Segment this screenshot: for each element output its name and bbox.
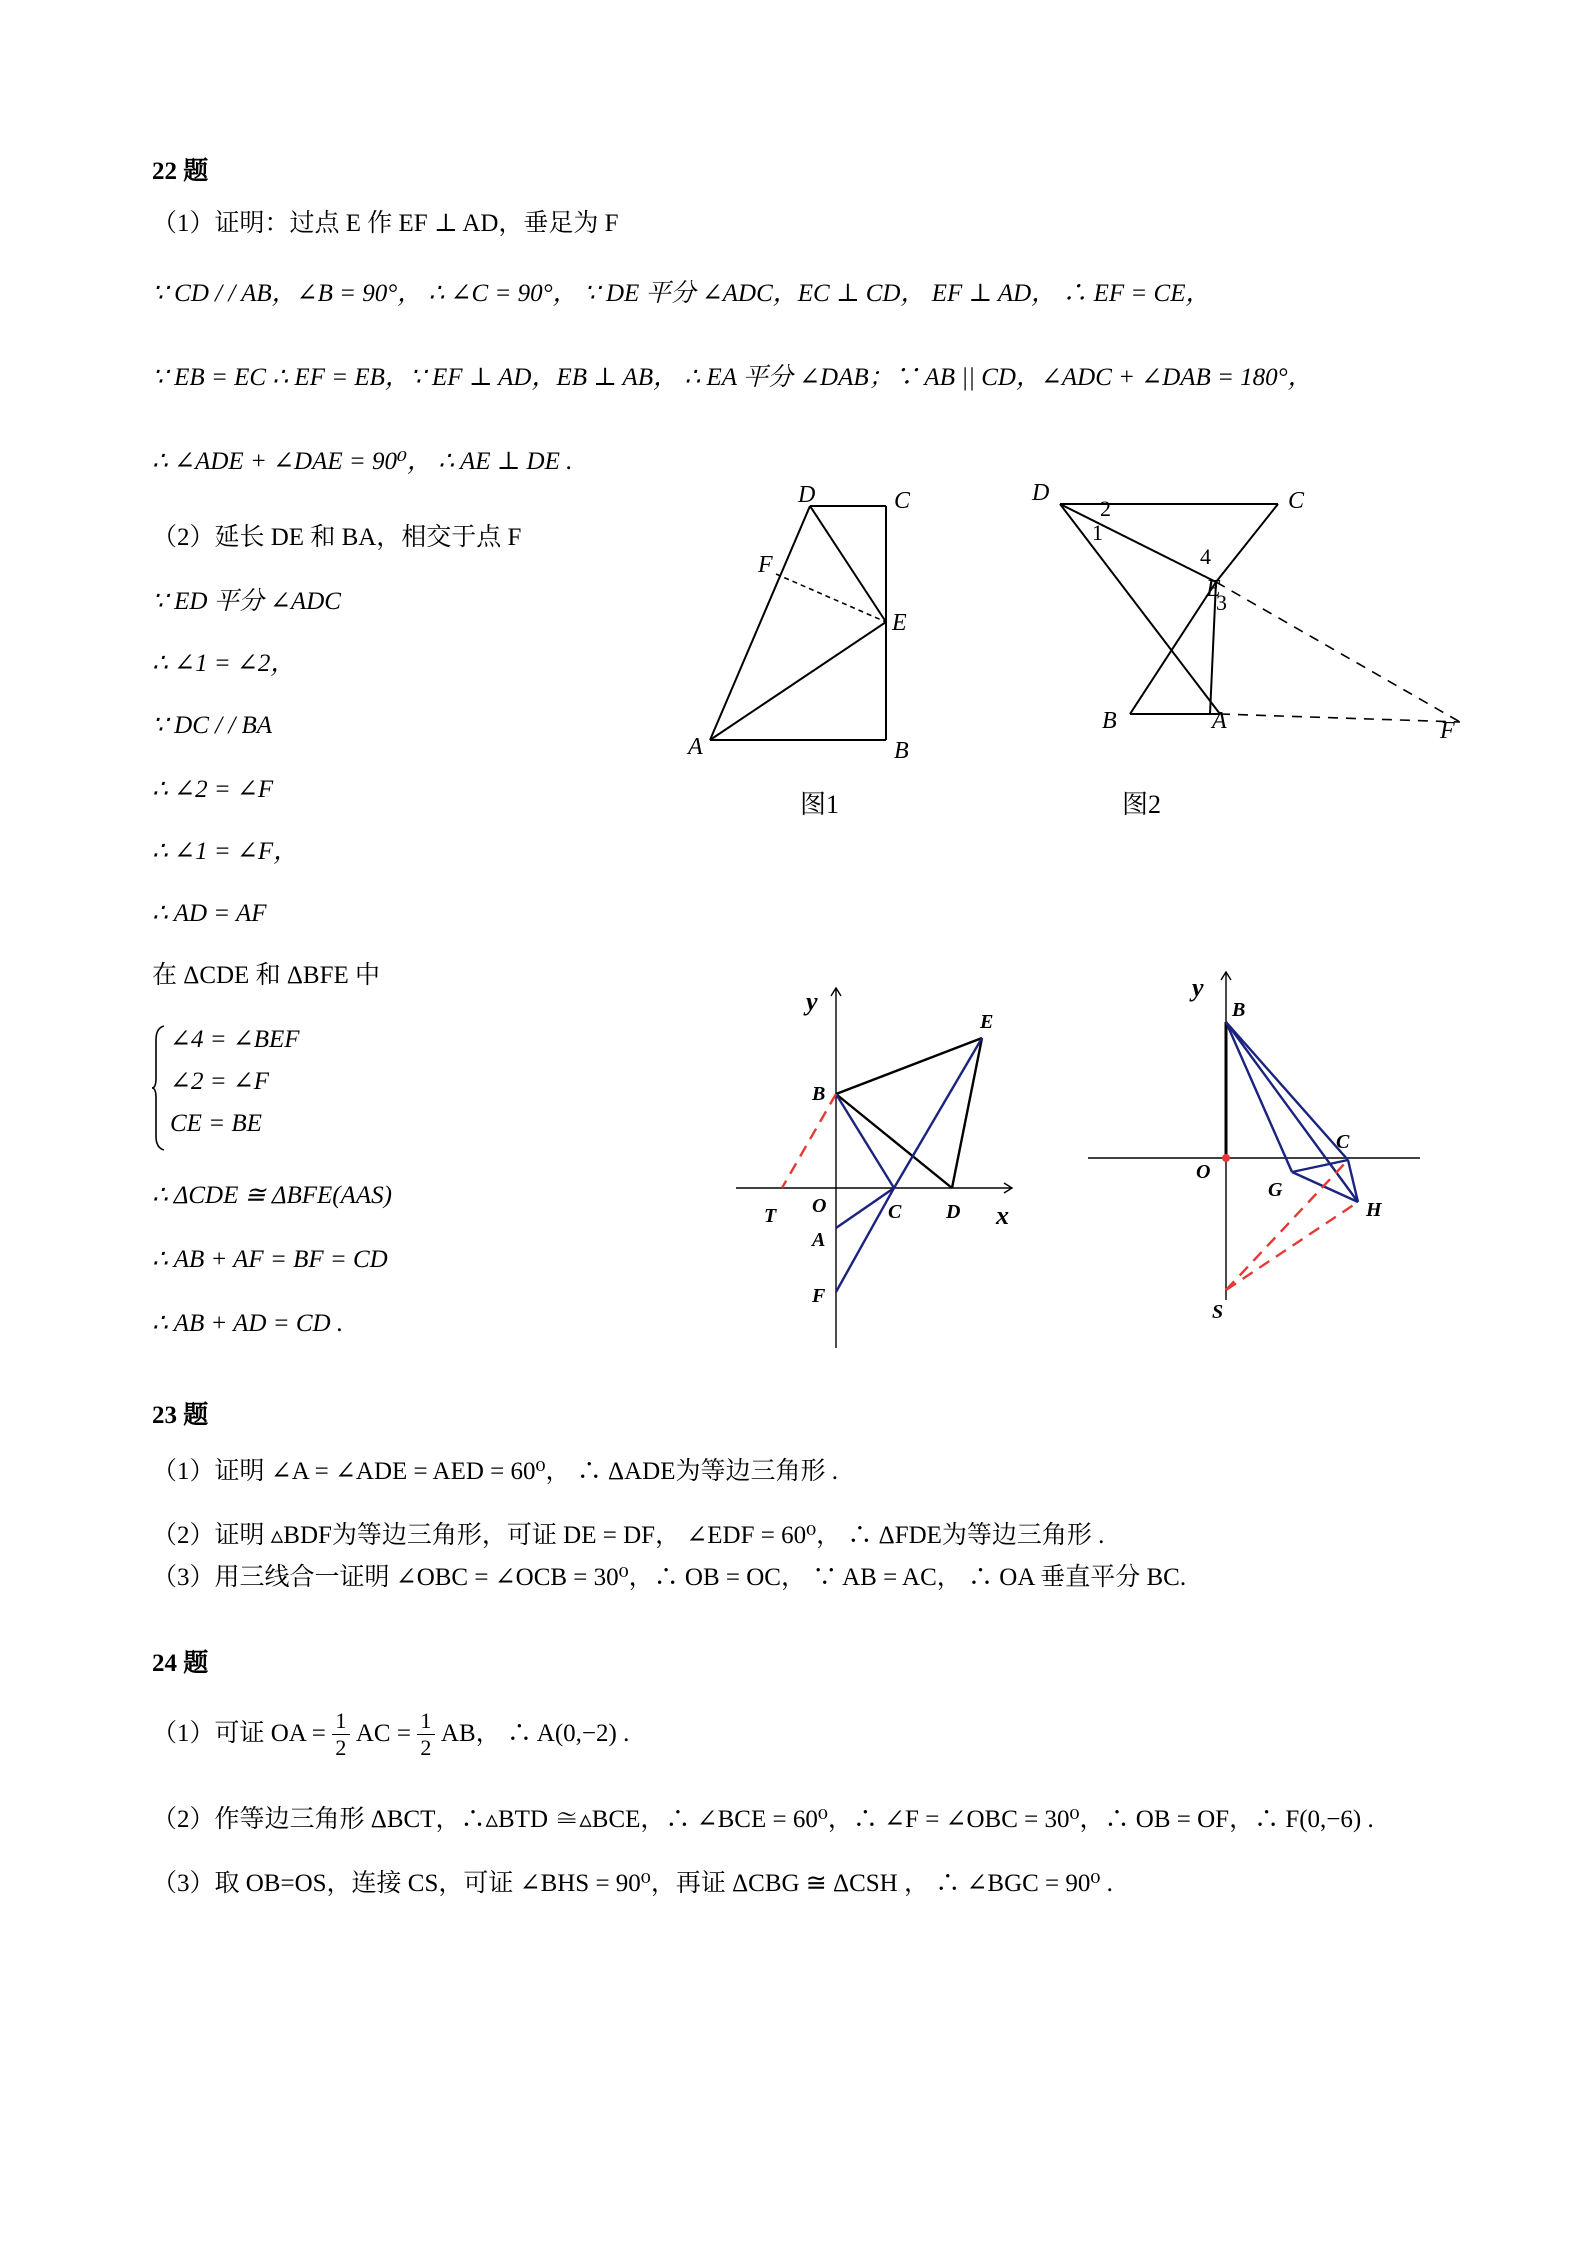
fig3-label-E: E: [980, 1011, 994, 1033]
q22-part1-intro: （1）证明：过点 E 作 EF ⊥ AD，垂足为 F: [152, 210, 619, 237]
fig2-label-D: D: [1032, 480, 1050, 506]
q22-line3: ∵ EB = EC ∴ EF = EB，∵ EF ⊥ AD，EB ⊥ AB， ∴ EA 平分 ∠DAB；∵ AB || CD，∠ADC + ∠DAB = 180°，: [152, 364, 1313, 391]
q24-line1: [152, 1700, 629, 1768]
fig2-angle-2: 2: [1100, 496, 1111, 521]
q22-step2: ∴ ∠1 = ∠2，: [152, 650, 296, 677]
fig2-label-C: C: [1288, 488, 1305, 514]
q23-line3: （3）用三线合一证明 ∠OBC = ∠OCB = 30⁰，∴ OB = OC， ∵ AB = AC， ∴ OA 垂直平分 BC.: [152, 1564, 1187, 1591]
frac-den: 2: [420, 1734, 432, 1760]
fig3-axis-x: x: [996, 1201, 1009, 1230]
q24-title: 24 题: [152, 1650, 209, 1677]
q24-line1-mid: AC =: [355, 1720, 411, 1747]
fig3-label-O: O: [812, 1195, 827, 1217]
fig2-label-F: F: [1440, 718, 1455, 744]
fig2-label-B: B: [1102, 708, 1117, 734]
fig3-label-F: F: [812, 1285, 826, 1307]
fraction-half-2: [417, 1708, 435, 1761]
q22-step6: ∴ AD = AF: [152, 900, 267, 927]
frac-num: 1: [420, 1707, 432, 1733]
fig2-label-E: E: [1206, 576, 1221, 602]
fig1-label-F: F: [758, 552, 773, 578]
frac-num: 1: [335, 1707, 347, 1733]
q22-step5: ∴ ∠1 = ∠F，: [152, 838, 299, 865]
q22-step9: ∴ AB + AF = BF = CD: [152, 1246, 388, 1273]
q22-step4: ∴ ∠2 = ∠F: [152, 776, 274, 803]
figure-2: [1020, 470, 1490, 750]
fig3-label-T: T: [764, 1205, 777, 1227]
fig4-label-C: C: [1336, 1131, 1350, 1153]
fig4-label-B: B: [1232, 999, 1246, 1021]
fig3-label-D: D: [946, 1201, 961, 1223]
q22-line2: ∵ CD / / AB，∠B = 90°， ∴ ∠C = 90°， ∵ DE 平分 ∠ADC，EC ⊥ CD， EF ⊥ AD， ∴ EF = CE，: [152, 280, 1211, 307]
fig1-label-E: E: [892, 610, 907, 636]
q23-line2: （2）证明 ▵BDF为等边三角形，可证 DE = DF， ∠EDF = 60⁰， ∴ ΔFDE为等边三角形 .: [152, 1522, 1105, 1549]
fraction-half-1: [332, 1708, 350, 1761]
q22-part2-intro: （2）延长 DE 和 BA，相交于点 F: [152, 524, 522, 551]
figure-1-caption: 图1: [800, 790, 840, 819]
fig3-label-A: A: [812, 1229, 826, 1251]
q24-line2: （2）作等边三角形 ΔBCT，∴▵BTD ≅▵BCE，∴ ∠BCE = 60⁰，∴ ∠F = ∠OBC = 30⁰，∴ OB = OF，∴ F(0,−6) .: [152, 1806, 1374, 1833]
fig4-label-O: O: [1196, 1161, 1211, 1183]
q22-step3: ∵ DC / / BA: [152, 712, 273, 739]
brace-line3: CE = BE: [170, 1110, 262, 1137]
figure-4: [1080, 960, 1440, 1340]
q22-step8: ∴ ΔCDE ≅ ΔBFE(AAS): [152, 1182, 393, 1209]
fig1-label-B: B: [894, 738, 909, 764]
q23-title: 23 题: [152, 1402, 209, 1429]
fig3-label-B: B: [812, 1083, 826, 1105]
fig2-angle-3: 3: [1216, 590, 1227, 615]
brace-line1: ∠4 = ∠BEF: [170, 1026, 300, 1053]
q24-line3: （3）取 OB=OS，连接 CS，可证 ∠BHS = 90⁰，再证 ΔCBG ≅ ΔCSH ， ∴ ∠BGC = 90⁰ .: [152, 1870, 1113, 1897]
q22-step10: ∴ AB + AD = CD .: [152, 1310, 344, 1337]
q22-title: 22 题: [152, 158, 209, 185]
figure-2-caption: 图2: [1122, 790, 1162, 819]
fig4-label-S: S: [1212, 1301, 1224, 1323]
q22-step1: ∵ ED 平分 ∠ADC: [152, 588, 341, 615]
fig3-axis-y: y: [806, 987, 818, 1016]
q23-line1: （1）证明 ∠A = ∠ADE = AED = 60⁰， ∴ ΔADE为等边三角形 .: [152, 1458, 838, 1485]
figure-3: [720, 960, 1040, 1360]
fig4-label-H: H: [1366, 1199, 1382, 1221]
figure-1: [680, 470, 930, 770]
frac-den: 2: [335, 1734, 347, 1760]
fig4-label-G: G: [1268, 1179, 1283, 1201]
fig2-angle-1: 1: [1092, 520, 1103, 545]
fig2-angle-4: 4: [1200, 544, 1211, 569]
fig2-label-A: A: [1212, 708, 1227, 734]
q24-line1-pre: （1）可证 OA =: [152, 1720, 326, 1747]
q22-line4: ∴ ∠ADE + ∠DAE = 90⁰， ∴ AE ⊥ DE .: [152, 448, 573, 475]
fig1-label-D: D: [798, 482, 816, 508]
fig1-label-C: C: [894, 488, 911, 514]
fig3-label-C: C: [888, 1201, 902, 1223]
q22-step7: 在 ΔCDE 和 ΔBFE 中: [152, 962, 381, 989]
fig4-axis-y: y: [1192, 973, 1204, 1002]
fig1-label-A: A: [688, 734, 703, 760]
system-brace: [152, 1024, 166, 1152]
q24-line1-post: AB， ∴ A(0,−2) .: [440, 1720, 630, 1747]
brace-line2: ∠2 = ∠F: [170, 1068, 270, 1095]
